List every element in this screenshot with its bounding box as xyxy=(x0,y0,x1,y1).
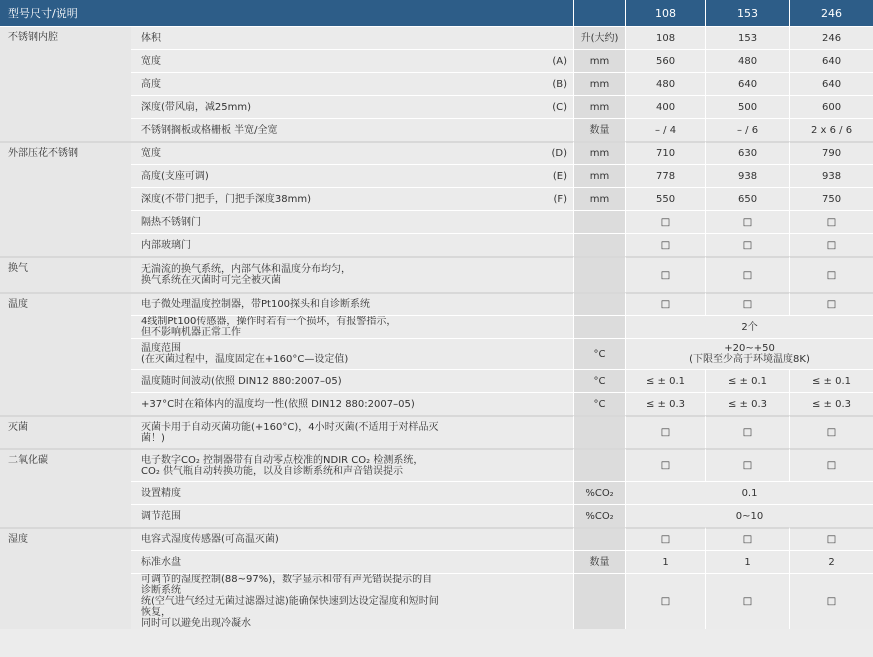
spec-unit: °C xyxy=(573,369,625,392)
spec-value: 480 xyxy=(705,49,789,72)
spec-description: 不锈钢搁板或格栅板 半宽/全宽 xyxy=(131,118,445,141)
spec-value: 2 xyxy=(789,550,873,573)
spec-value: 560 xyxy=(625,49,705,72)
checkbox-icon: □ xyxy=(789,256,873,292)
spec-description: 电子微处理温度控制器，带Pt100探头和自诊断系统 xyxy=(131,292,445,315)
spec-description: 灭菌卡用于自动灭菌功能(+160°C)，4小时灭菌(不适用于对样品灭菌！) xyxy=(131,415,445,448)
header-model-153: 153 xyxy=(705,0,789,26)
spec-value: 790 xyxy=(789,141,873,164)
spec-row xyxy=(0,338,873,369)
spec-value: 480 xyxy=(625,72,705,95)
checkbox-icon: □ xyxy=(789,448,873,481)
spec-value: 500 xyxy=(705,95,789,118)
spec-description: 可调节的湿度控制(88~97%)，数字显示和带有声光错误提示的自诊断系统 统(空气进气经过无菌过滤器过滤)能确保快速到达设定湿度和短时间恢复， 同时可以避免出现冷凝水 xyxy=(131,573,445,629)
checkbox-icon: □ xyxy=(705,292,789,315)
spec-reference xyxy=(445,369,573,392)
spec-value: 108 xyxy=(625,26,705,49)
spec-unit xyxy=(573,315,625,338)
spec-description: 内部玻璃门 xyxy=(131,233,445,256)
spec-row xyxy=(0,210,873,233)
spec-row xyxy=(0,72,873,95)
spec-description: 电子数字CO₂ 控制器带有自动零点校准的NDIR CO₂ 检测系统， CO₂ 供气瓶自动转换功能，以及自诊断系统和声音错误提示 xyxy=(131,448,445,481)
spec-reference xyxy=(445,315,573,338)
spec-description: 调节范围 xyxy=(131,504,445,527)
spec-value-all-models: 0~10 xyxy=(625,504,873,527)
spec-value: 630 xyxy=(705,141,789,164)
header-model-label: 型号尺寸/说明 xyxy=(0,0,573,26)
checkbox-icon: □ xyxy=(625,448,705,481)
spec-unit xyxy=(573,448,625,481)
spec-row xyxy=(0,573,873,629)
spec-unit xyxy=(573,256,625,292)
spec-unit: mm xyxy=(573,49,625,72)
spec-value-all-models: 2个 xyxy=(625,315,873,338)
spec-row xyxy=(0,141,873,164)
spec-description: 标准水盘 xyxy=(131,550,445,573)
checkbox-icon: □ xyxy=(625,573,705,629)
spec-reference xyxy=(445,504,573,527)
spec-unit: %CO₂ xyxy=(573,481,625,504)
spec-row xyxy=(0,504,873,527)
checkbox-icon: □ xyxy=(705,527,789,550)
spec-reference: (F) xyxy=(445,187,573,210)
checkbox-icon: □ xyxy=(789,292,873,315)
spec-value: 640 xyxy=(705,72,789,95)
spec-description: 4线制Pt100传感器，操作时若有一个损坏，有报警指示， 但不影响机器正常工作 xyxy=(131,315,445,338)
spec-row xyxy=(0,392,873,415)
spec-value: 938 xyxy=(789,164,873,187)
checkbox-icon: □ xyxy=(705,256,789,292)
checkbox-icon: □ xyxy=(625,527,705,550)
spec-reference xyxy=(445,573,573,629)
spec-unit: 升(大约) xyxy=(573,26,625,49)
spec-value: ≤ ± 0.3 xyxy=(625,392,705,415)
spec-value: 640 xyxy=(789,49,873,72)
checkbox-icon: □ xyxy=(625,256,705,292)
spec-reference: (D) xyxy=(445,141,573,164)
spec-value: 600 xyxy=(789,95,873,118)
checkbox-icon: □ xyxy=(625,233,705,256)
spec-value: ≤ ± 0.1 xyxy=(625,369,705,392)
spec-reference: (E) xyxy=(445,164,573,187)
spec-reference xyxy=(445,392,573,415)
spec-reference xyxy=(445,118,573,141)
spec-value: – / 6 xyxy=(705,118,789,141)
spec-reference xyxy=(445,338,573,369)
spec-unit: °C xyxy=(573,338,625,369)
spec-row xyxy=(0,118,873,141)
spec-row xyxy=(0,95,873,118)
header-unit xyxy=(573,0,625,26)
spec-unit xyxy=(573,573,625,629)
spec-row xyxy=(0,481,873,504)
spec-body xyxy=(0,26,873,629)
spec-value: 640 xyxy=(789,72,873,95)
spec-unit xyxy=(573,233,625,256)
spec-unit: 数量 xyxy=(573,550,625,573)
spec-row xyxy=(0,187,873,210)
checkbox-icon: □ xyxy=(705,573,789,629)
spec-value: 550 xyxy=(625,187,705,210)
spec-unit: mm xyxy=(573,72,625,95)
spec-reference: (C) xyxy=(445,95,573,118)
checkbox-icon: □ xyxy=(705,415,789,448)
header-model-108: 108 xyxy=(625,0,705,26)
spec-reference xyxy=(445,210,573,233)
spec-unit: mm xyxy=(573,95,625,118)
spec-description: 隔热不锈钢门 xyxy=(131,210,445,233)
spec-value: 246 xyxy=(789,26,873,49)
spec-description: 深度(不带门把手，门把手深度38mm) xyxy=(131,187,445,210)
spec-row xyxy=(0,292,873,315)
spec-description: 温度范围 (在灭菌过程中，温度固定在+160°C—设定值) xyxy=(131,338,445,369)
spec-row xyxy=(0,256,873,292)
spec-row xyxy=(0,26,873,49)
spec-unit xyxy=(573,210,625,233)
spec-value-all-models: 0.1 xyxy=(625,481,873,504)
category-label: 湿度 xyxy=(0,527,131,629)
spec-reference xyxy=(445,256,573,292)
checkbox-icon: □ xyxy=(705,210,789,233)
spec-row xyxy=(0,448,873,481)
spec-unit xyxy=(573,415,625,448)
category-label: 灭菌 xyxy=(0,415,131,448)
spec-value: – / 4 xyxy=(625,118,705,141)
spec-unit: %CO₂ xyxy=(573,504,625,527)
spec-value: 153 xyxy=(705,26,789,49)
spec-description: 宽度 xyxy=(131,141,445,164)
checkbox-icon: □ xyxy=(789,527,873,550)
spec-row xyxy=(0,164,873,187)
checkbox-icon: □ xyxy=(789,415,873,448)
spec-row xyxy=(0,49,873,72)
header-model-246: 246 xyxy=(789,0,873,26)
spec-description: 无湍流的换气系统，内部气体和温度分布均匀， 换气系统在灭菌时可完全被灭菌 xyxy=(131,256,445,292)
spec-unit xyxy=(573,292,625,315)
spec-unit: °C xyxy=(573,392,625,415)
spec-value: 1 xyxy=(625,550,705,573)
spec-value: 1 xyxy=(705,550,789,573)
spec-reference: (A) xyxy=(445,49,573,72)
spec-reference xyxy=(445,26,573,49)
spec-description: 深度(带风扇，减25mm) xyxy=(131,95,445,118)
category-label: 不锈钢内腔 xyxy=(0,26,131,141)
spec-description: 高度(支座可调) xyxy=(131,164,445,187)
checkbox-icon: □ xyxy=(625,292,705,315)
checkbox-icon: □ xyxy=(705,448,789,481)
checkbox-icon: □ xyxy=(789,210,873,233)
spec-reference: (B) xyxy=(445,72,573,95)
spec-unit: 数量 xyxy=(573,118,625,141)
spec-row xyxy=(0,527,873,550)
spec-description: 温度随时间波动(依照 DIN12 880:2007–05) xyxy=(131,369,445,392)
spec-unit xyxy=(573,527,625,550)
spec-row xyxy=(0,233,873,256)
spec-value: ≤ ± 0.1 xyxy=(789,369,873,392)
spec-value: 650 xyxy=(705,187,789,210)
category-label: 二氧化碳 xyxy=(0,448,131,527)
spec-reference xyxy=(445,415,573,448)
spec-value: ≤ ± 0.1 xyxy=(705,369,789,392)
category-label: 外部压花不锈钢 xyxy=(0,141,131,256)
spec-reference xyxy=(445,527,573,550)
spec-description: 高度 xyxy=(131,72,445,95)
spec-description: 设置精度 xyxy=(131,481,445,504)
checkbox-icon: □ xyxy=(789,233,873,256)
spec-value: 2 x 6 / 6 xyxy=(789,118,873,141)
spec-unit: mm xyxy=(573,164,625,187)
spec-unit: mm xyxy=(573,141,625,164)
spec-value: 710 xyxy=(625,141,705,164)
spec-reference xyxy=(445,292,573,315)
checkbox-icon: □ xyxy=(705,233,789,256)
spec-value: 938 xyxy=(705,164,789,187)
checkbox-icon: □ xyxy=(625,210,705,233)
spec-row xyxy=(0,415,873,448)
spec-reference xyxy=(445,550,573,573)
spec-description: +37°C时在箱体内的温度均一性(依照 DIN12 880:2007–05) xyxy=(131,392,445,415)
checkbox-icon: □ xyxy=(789,573,873,629)
spec-description: 体积 xyxy=(131,26,445,49)
spec-value: 400 xyxy=(625,95,705,118)
spec-reference xyxy=(445,233,573,256)
spec-value: 750 xyxy=(789,187,873,210)
spec-unit: mm xyxy=(573,187,625,210)
spec-value: ≤ ± 0.3 xyxy=(705,392,789,415)
spec-reference xyxy=(445,481,573,504)
spec-value: 778 xyxy=(625,164,705,187)
checkbox-icon: □ xyxy=(625,415,705,448)
spec-row xyxy=(0,315,873,338)
spec-row xyxy=(0,550,873,573)
spec-value-all-models: +20~+50 (下限至少高于环境温度8K) xyxy=(625,338,873,369)
spec-row xyxy=(0,369,873,392)
header-row xyxy=(0,0,873,26)
spec-description: 宽度 xyxy=(131,49,445,72)
category-label: 换气 xyxy=(0,256,131,292)
spec-description: 电容式湿度传感器(可高温灭菌) xyxy=(131,527,445,550)
category-label: 温度 xyxy=(0,292,131,415)
spec-reference xyxy=(445,448,573,481)
spec-value: ≤ ± 0.3 xyxy=(789,392,873,415)
